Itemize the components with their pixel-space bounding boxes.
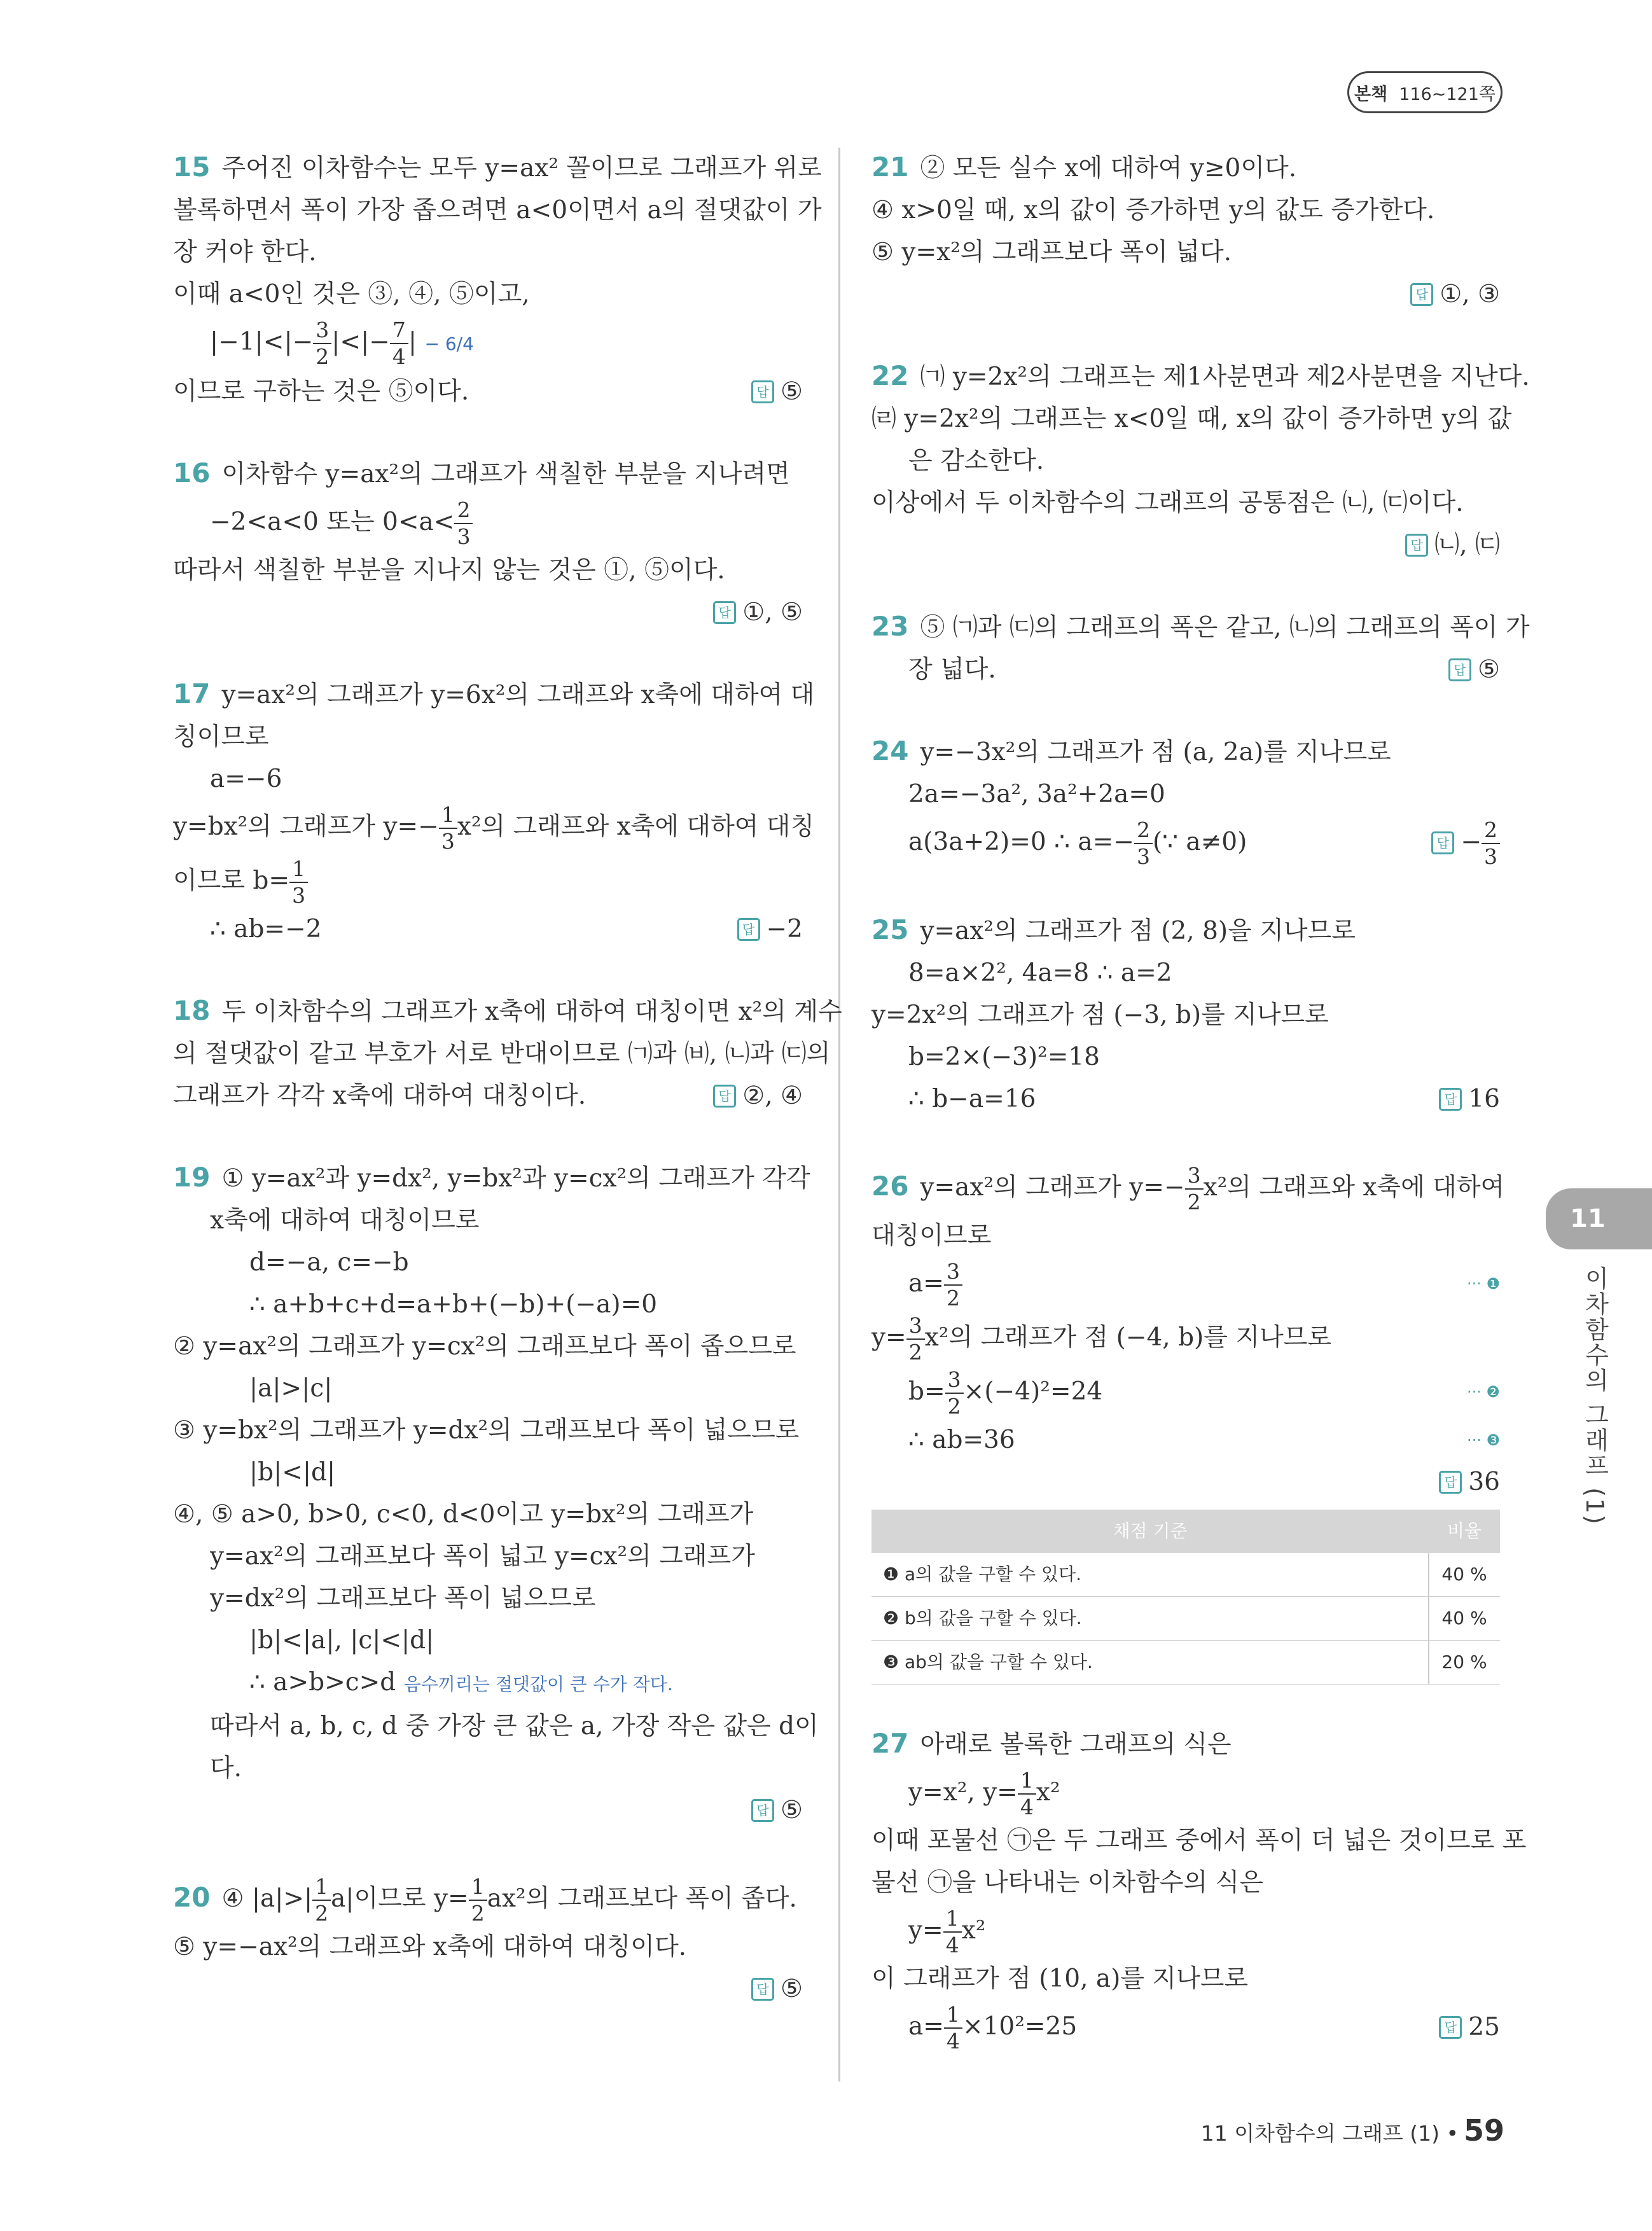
fraction: $\frac{3}{2}$ (944, 1259, 962, 1311)
table-row: ❷ b의 값을 구할 수 있다. 40 % (871, 1597, 1500, 1641)
answer-icon: 답 (1410, 283, 1433, 306)
column-divider (838, 148, 840, 2082)
problem-27: 27 아래로 볼록한 그래프의 식은 y=x², y= $\frac{1}{4}$ x² 이때 포물선 ㉠은 두 그래프 중에서 폭이 더 넓은 것이므로 포 물선 ㉠을 나타내는 이차함수의 식은 y= $\frac{1}{4}$ x² 이 그래프가 점 (10, a)를 지나므로 a= $\frac{1}{4}$ ×10²=25 답 25 (871, 1728, 1527, 2054)
page-range: 116~121쪽 (1399, 84, 1496, 104)
problem-26: 26 y=ax²의 그래프가 y=− $\frac{3}{2}$ x²의 그래프와 x축에 대하여 대칭이므로 a= $\frac{3}{2}$ ··· ❶ y= $\frac{3}{2}$ x²의 그래프가 점 (−4, b)를 지나므로 b= $\frac{3}{2}$ ×(−4)²=24 ··· ❷ ∴ ab=36 ··· ❸ 답 36 (871, 1160, 1500, 1503)
answer-icon: 답 (751, 380, 774, 403)
fraction: $\frac{2}{3}$ (454, 497, 473, 550)
right-column (871, 146, 1530, 2094)
scoring-table (871, 1510, 1500, 1685)
answer-icon: 답 (713, 601, 736, 624)
problem-24: 24 y=−3x²의 그래프가 점 (a, 2a)를 지나므로 2a=−3a², 3a²+2a=0 a(3a+2)=0 ∴ a=− $\frac{2}{3}$ (∵ a≠0) 답 − $\frac{2}{3}$ (871, 730, 1500, 870)
problem-25: 25 y=ax²의 그래프가 점 (2, 8)을 지나므로 8=a×2², 4a=8 ∴ a=2 y=2x²의 그래프가 점 (−3, b)를 지나므로 b=2×(−3)²=18 ∴ b−a=16 답 16 (871, 909, 1500, 1120)
fraction: $\frac{1}{3}$ (439, 802, 457, 854)
chapter-title-vertical: 이차함수의 그래프 (1) (1581, 1266, 1609, 1526)
answer: ①, ③ (1440, 280, 1500, 309)
answer: ②, ④ (742, 1081, 803, 1110)
table-row: ❶ a의 값을 구할 수 있다. 40 % (871, 1553, 1500, 1597)
problem-20: 20 ④ |a|>| $\frac{1}{2}$ a|이므로 y= $\frac{1}{2}$ ax²의 그래프보다 폭이 좁다. ⑤ y=−ax²의 그래프와 x축에 대하여 대칭이다. 답 ⑤ (173, 1871, 803, 2010)
problem-19: 19 ① y=ax²과 y=dx², y=bx²과 y=cx²의 그래프가 각각 x축에 대하여 대칭이므로 d=−a, c=−b ∴ a+b+c+d=a+b+(−b)+(−a)=0 ② y=ax²의 그래프가 y=cx²의 그래프보다 폭이 좁으므로 |a|>|c| ③ y=bx²의 그래프가 y=dx²의 그래프보다 폭이 넓으므로 |b|<|d| ④, ⑤ a>0, b>0, c<0, d<0이고 y=bx²의 그래프가 y=ax²의 그래프보다 폭이 넓고 y=cx²의 그래프가 y=dx²의 그래프보다 폭이 넓으므로 |b|<|a|, |c|<|d| ∴ a>b>c>d 음수끼리는 절댓값이 큰 수가 작다. 따라서 a, b, c, d 중 가장 큰 값은 a, 가장 작은 값은 d이 다. 답 ⑤ (173, 1157, 803, 1831)
answer: ㈁, ㈂ (1434, 531, 1500, 559)
fraction: $\frac{2}{3}$ (1134, 817, 1153, 870)
page-range-badge (1347, 71, 1503, 113)
problem-22: 22 ㈀ y=2x²의 그래프는 제1사분면과 제2사분면을 지난다. ㈃ y=2x²의 그래프는 x<0일 때, x의 값이 증가하면 y의 값 은 감소한다. 이상에서 두 이차함수의 그래프의 공통점은 ㈁, ㈂이다. 답 ㈁, ㈂ (871, 355, 1500, 566)
fraction: $\frac{7}{4}$ (390, 317, 408, 370)
fraction: $\frac{3}{2}$ (313, 317, 331, 370)
answer: ①, ⑤ (742, 598, 803, 627)
step-marker: ··· ❶ (1466, 1275, 1500, 1293)
answer-icon: 답 (1439, 1471, 1462, 1494)
scoring-header-criteria: 채점 기준 (871, 1510, 1429, 1553)
fraction: $\frac{1}{2}$ (469, 1874, 487, 1926)
answer-icon: 답 (737, 918, 760, 941)
answer-icon: 답 (1431, 831, 1454, 854)
problem-18: 18 두 이차함수의 그래프가 x축에 대하여 대칭이면 x²의 계수 의 절댓값이 같고 부호가 서로 반대이므로 ㈀과 ㈅, ㈁과 ㈂의 그래프가 각각 x축에 대하여 대칭이다. 답 ②, ④ (173, 990, 803, 1117)
book-label: 본책 (1354, 84, 1388, 104)
answer: ⑤ (781, 1796, 803, 1824)
answer-icon: 답 (1439, 2016, 1462, 2039)
answer: 25 (1468, 2012, 1500, 2041)
answer-icon: 답 (751, 1978, 774, 2001)
answer: ⑤ (781, 1975, 803, 2003)
chapter-tab: 11 (1546, 1188, 1652, 1249)
answer-icon: 답 (751, 1799, 774, 1822)
side-note: − 6/4 (424, 333, 474, 354)
fraction: $\frac{3}{2}$ (1185, 1163, 1204, 1215)
fraction: $\frac{1}{2}$ (312, 1874, 331, 1926)
page-number: 59 (1463, 2113, 1504, 2148)
page-footer (1201, 2113, 1504, 2148)
fraction: $\frac{1}{4}$ (944, 2002, 962, 2054)
scoring-header-ratio: 비율 (1429, 1510, 1500, 1553)
step-marker: ··· ❸ (1466, 1431, 1500, 1449)
side-note: 음수끼리는 절댓값이 큰 수가 작다. (403, 1674, 673, 1695)
problem-number: 15 (173, 151, 211, 183)
problem-21: 21 ② 모든 실수 x에 대하여 y≥0이다. ④ x>0일 때, x의 값이 증가하면 y의 값도 증가한다. ⑤ y=x²의 그래프보다 폭이 넓다. 답 ①, ③ (871, 146, 1500, 316)
answer: 16 (1468, 1085, 1500, 1113)
fraction: $\frac{3}{2}$ (945, 1367, 964, 1419)
answer: ⑤ (1478, 655, 1500, 684)
answer: ⑤ (781, 377, 803, 406)
problem-17: 17 y=ax²의 그래프가 y=6x²의 그래프와 x축에 대하여 대 칭이므로 a=−6 y=bx²의 그래프가 y=− $\frac{1}{3}$ x²의 그래프와 x축에 대하여 대칭 이므로 b= $\frac{1}{3}$ ∴ ab=−2 답 −2 (173, 673, 803, 950)
answer-icon: 답 (1448, 658, 1471, 681)
answer-icon: 답 (1405, 534, 1428, 557)
fraction: $\frac{1}{4}$ (1018, 1768, 1036, 1820)
fraction: $\frac{3}{2}$ (906, 1313, 925, 1365)
answer: −2 (766, 915, 803, 943)
problem-15: 15 주어진 이차함수는 모두 y=ax² 꼴이므로 그래프가 위로 볼록하면서 폭이 가장 좁으려면 a<0이면서 a의 절댓값이 가 장 커야 한다. 이때 a<0인 것은 ③, ④, ⑤이고, |−1|<|− $\frac{3}{2}$ |<|− $\frac{7}{4}$ | − 6/4 이므로 구하는 것은 ⑤이다. 답 ⑤ (173, 146, 803, 413)
answer-icon: 답 (713, 1085, 736, 1108)
answer: − $\frac{2}{3}$ (1461, 816, 1500, 870)
answer: 36 (1468, 1468, 1500, 1496)
footer-chapter: 11 이차함수의 그래프 (1) • (1200, 2121, 1459, 2146)
problem-23: 23 ⑤ ㈀과 ㈂의 그래프의 폭은 같고, ㈁의 그래프의 폭이 가 장 넓다. 답 ⑤ (871, 606, 1500, 691)
table-row: ❸ ab의 값을 구할 수 있다. 20 % (871, 1641, 1500, 1685)
problem-16: 16 이차함수 y=ax²의 그래프가 색칠한 부분을 지나려면 −2<a<0 또는 0<a< $\frac{2}{3}$ 따라서 색칠한 부분을 지나지 않는 것은 ①, ⑤이다. 답 ①, ⑤ (173, 452, 803, 634)
step-marker: ··· ❷ (1466, 1383, 1500, 1401)
answer-icon: 답 (1439, 1088, 1462, 1111)
left-column (173, 146, 842, 2050)
fraction: $\frac{1}{4}$ (943, 1906, 962, 1958)
fraction: $\frac{1}{3}$ (289, 856, 308, 908)
